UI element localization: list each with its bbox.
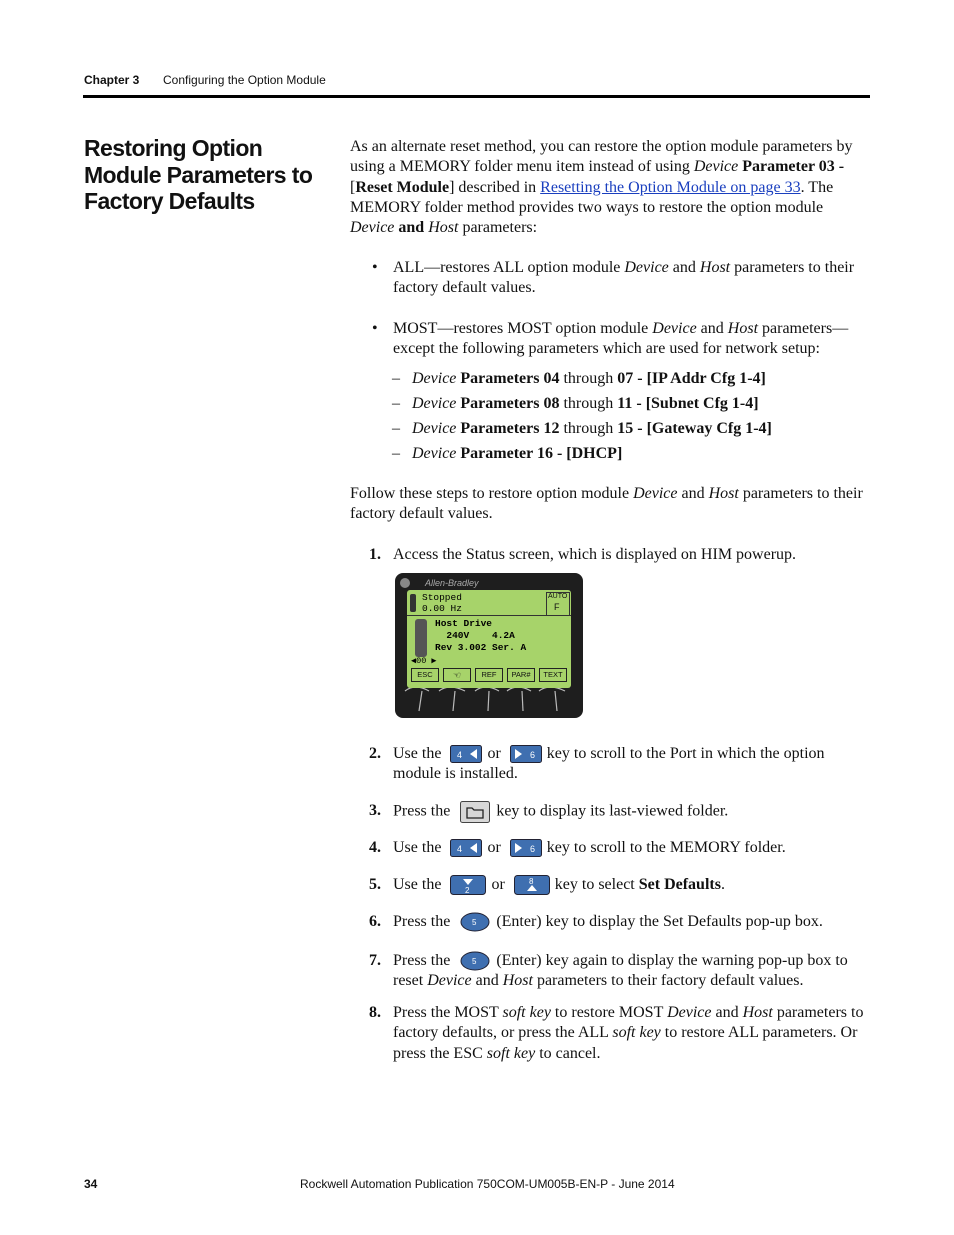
display-line-3: Rev 3.002 Ser. A: [435, 642, 527, 653]
softkey-ref[interactable]: REF: [475, 668, 503, 682]
mode-box: AUTO F: [546, 592, 570, 616]
status-text: Stopped: [422, 592, 462, 603]
chapter-label: Chapter 3: [84, 73, 140, 87]
header-rule: [83, 95, 870, 98]
svg-text:5: 5: [472, 957, 477, 967]
sub-item: – Device Parameters 12 through 15 - [Gateway Cfg 1-4]: [392, 420, 772, 437]
svg-text:6: 6: [529, 750, 535, 761]
svg-text:4: 4: [457, 844, 463, 855]
sub-item: – Device Parameters 08 through 11 - [Subnet Cfg 1-4]: [392, 395, 759, 412]
brand-name: Allen-Bradley: [425, 578, 479, 588]
enter-key-icon: [460, 912, 490, 932]
display-line-2: 240V 4.2A: [435, 630, 515, 641]
intro-paragraph: As an alternate reset method, you can restore the option module parameters by using a MEMORY folder menu item instead of using Device Parameter 03 - [Reset Module] described in Resetting the Option Module on page 33. The MEMORY folder method provides two ways to restore the option module Device and Host parameters:: [350, 138, 853, 237]
display-line-1: Host Drive: [435, 618, 493, 629]
svg-text:5: 5: [472, 918, 477, 928]
section-heading: Restoring Option Module Parameters to Factory Defaults: [84, 135, 313, 214]
softkey-par[interactable]: PAR#: [507, 668, 535, 682]
up-arrow-key-icon: [514, 875, 550, 895]
chapter-title: Configuring the Option Module: [163, 73, 326, 87]
down-arrow-key-icon: [450, 875, 486, 895]
svg-text:8: 8: [528, 877, 534, 887]
sub-item: – Device Parameters 04 through 07 - [IP Addr Cfg 1-4]: [392, 370, 766, 387]
cross-reference-link[interactable]: Resetting the Option Module on page 33: [540, 178, 801, 196]
right-arrow-key-icon: [510, 839, 542, 857]
lcd-screen: [407, 590, 571, 688]
drive-icon: [415, 619, 427, 657]
page-number: 34: [84, 1177, 98, 1191]
softkey-esc[interactable]: ESC: [411, 668, 439, 682]
left-arrow-key-icon: [450, 839, 482, 857]
status-bar-icon: [410, 594, 416, 612]
frequency-text: 0.00 Hz: [422, 603, 462, 614]
port-indicator: ◀00 ▶: [411, 656, 437, 666]
publication-footer: Rockwell Automation Publication 750COM-UM005B-EN-P - June 2014: [300, 1177, 675, 1191]
svg-text:2: 2: [465, 886, 470, 896]
softkey-hand-icon[interactable]: ☜: [443, 668, 471, 682]
right-arrow-key-icon: [510, 745, 542, 763]
folder-key-icon: [460, 801, 490, 823]
enter-key-icon: [460, 951, 490, 971]
svg-text:6: 6: [529, 844, 535, 855]
sub-item: – Device Parameter 16 - [DHCP]: [392, 445, 623, 462]
softkey-row: [411, 668, 567, 682]
ab-logo-icon: [400, 578, 410, 588]
left-arrow-key-icon: [450, 745, 482, 763]
follow-paragraph: Follow these steps to restore option module Device and Host parameters to their factory default values.: [350, 485, 863, 523]
svg-text:4: 4: [457, 750, 463, 761]
softkey-text[interactable]: TEXT: [539, 668, 567, 682]
him-status-screen: [395, 573, 583, 718]
